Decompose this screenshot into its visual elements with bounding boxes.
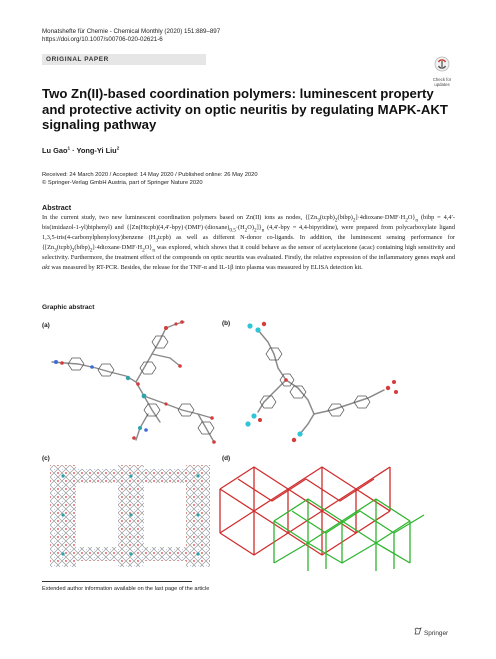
- affiliation-marker: 2: [116, 145, 120, 151]
- check-for-updates-badge[interactable]: [428, 56, 456, 87]
- panel-label-a: (a): [42, 322, 50, 329]
- footnote: Extended author information available on the last page of the article: [42, 586, 210, 592]
- publication-dates: [42, 171, 258, 187]
- publisher-mark[interactable]: [414, 627, 448, 637]
- panel-label-d: (d): [222, 455, 231, 462]
- panel-label-b: (b): [222, 320, 231, 327]
- author-name[interactable]: Yong-Yi Liu: [76, 146, 117, 155]
- abstract-body: In the current study, two new luminescent coordination polymers based on Zn(II) ions as nodes, $\{[Zn_3(tcpb)_2(bibp)_2]\cdot 4dioxane\cdot DMF\cdot H_2O\}_n$ (bibp = 4,4′-bis(imidazol-1-yl)biphenyl) and $\{[Zn(Htcpb)(4,4'-bpy)\cdot(DMF)\cdot(dioxane)_{0.5}\cdot(H_2O)_2]\}_n$ (4,4′-bpy = 4,4-bipyridine), were prepared from polycarboxylate ligand 1,3,5-tris(4-carbonylphenyloxy)benzene $(H_3tcpb)$ as well as different N-donor co-ligands. In addition, the luminescent sensing performance for $\{[Zn_3(tcpb)_2(bibp)_2]\cdot 4dioxane\cdot DMF\cdot H_2O\}_n$ was explored, which shows that it could behave as the sensor of acetylacetone (acac) containing high sensitivity and selectivity. Furthermore, the treatment effect of the compounds on optic neuritis was evaluated. Firstly, the relative expression of the inflammatory genes mapk and akt was measured by RT-PCR. Besides, the release for the TNF-α and IL-1β into plasma was measured by ELISA detection kit.: [42, 214, 455, 271]
- check-for-updates-icon: [434, 56, 450, 72]
- author-name[interactable]: Lu Gao: [42, 146, 68, 155]
- history-dates: Received: 24 March 2020 / Accepted: 14 May 2020 / Published online: 26 May 2020: [42, 172, 258, 178]
- panel-c-packing-framework: [46, 461, 214, 571]
- journal-header: [42, 28, 220, 45]
- author-separator: ·: [70, 146, 77, 155]
- journal-citation: Monatshefte für Chemie - Chemical Monthly (2020) 151:889–897: [42, 28, 221, 35]
- footnote-divider: [42, 581, 192, 582]
- article-type-banner: ORIGINAL PAPER: [42, 54, 206, 65]
- author-list: [42, 146, 119, 155]
- panel-a-molecular-structure: [48, 318, 220, 450]
- panel-label-c: (c): [42, 455, 50, 462]
- publisher-name: Springer: [424, 630, 449, 637]
- panel-b-coordination-environment: [228, 318, 414, 450]
- article-title: Two Zn(II)-based coordination polymers: luminescent property and protective activity on optic neuritis by regulating MAPK-AKT signaling pathway: [42, 86, 448, 133]
- badge-line2: updates: [434, 82, 450, 87]
- copyright: © Springer-Verlag GmbH Austria, part of Springer Nature 2020: [42, 180, 203, 186]
- abstract-heading: Abstract: [42, 203, 72, 212]
- panel-d-network-topology: [214, 459, 430, 575]
- doi-link[interactable]: https://doi.org/10.1007/s00706-020-02621-6: [42, 36, 163, 44]
- springer-horse-icon: [414, 627, 422, 635]
- affiliation-marker: 1: [67, 145, 71, 151]
- graphic-abstract-heading: Graphic abstract: [42, 304, 95, 311]
- badge-line1: Check for: [432, 77, 452, 82]
